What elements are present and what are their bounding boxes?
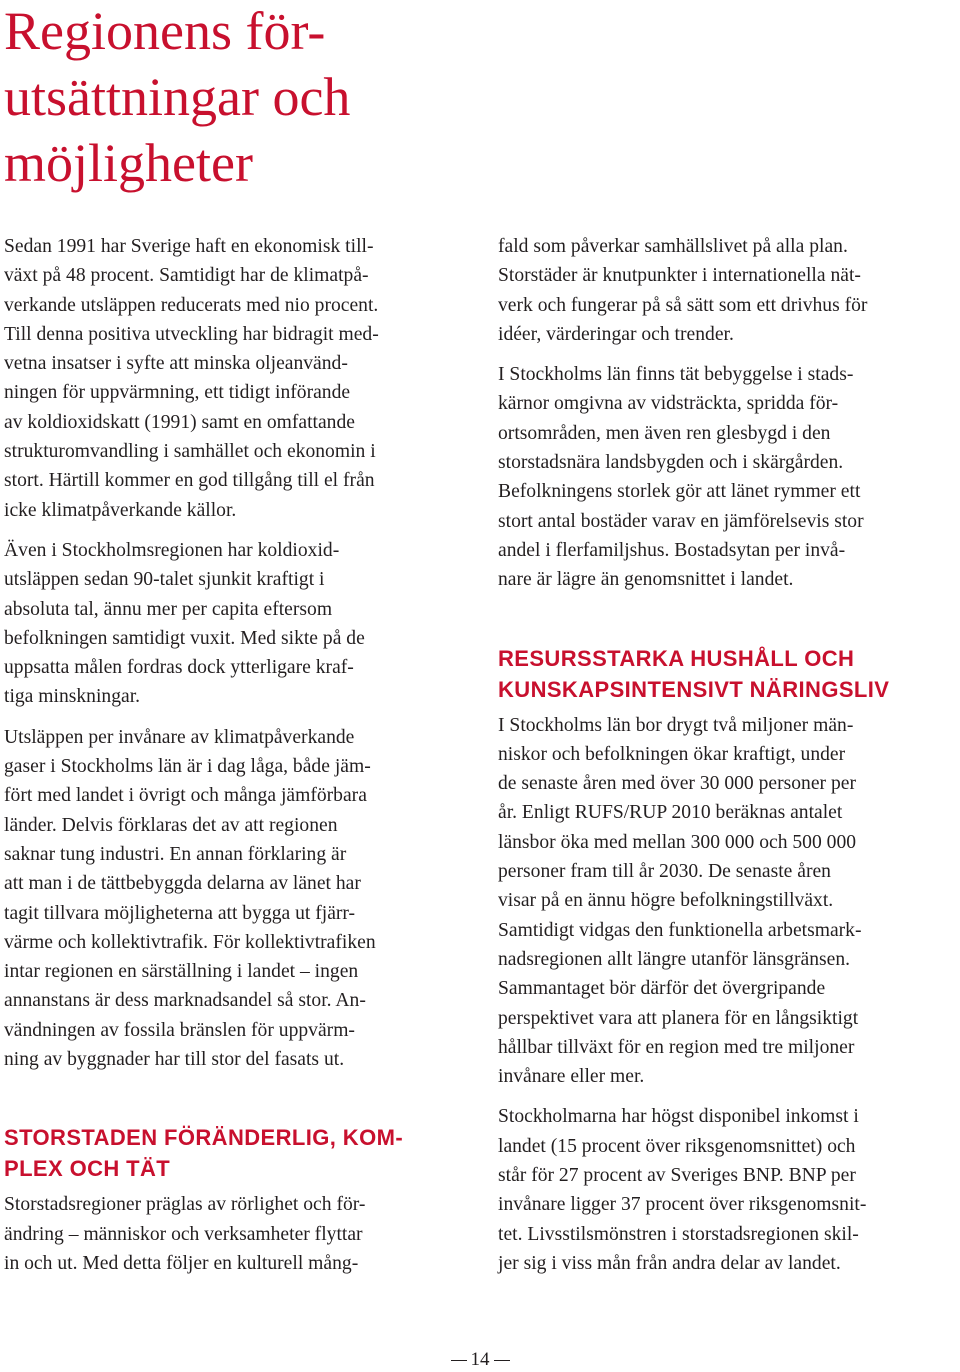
text-line: ortsområden, men även ren glesbygd i den [498,422,831,444]
text-line: Sammantaget bör därför det övergripande [498,978,826,1000]
text-line: utsläppen sedan 90-talet sjunkit kraftigt i [4,569,325,591]
text-line: Befolkningens storlek gör att länet rymmer ett [498,481,861,503]
page-number [430,1348,530,1372]
text-line: Till denna positiva utveckling har bidragit med- [4,323,379,345]
text-line: Utsläppen per invånare av klimatpåverkande [4,726,355,748]
text-line: vändningen av fossila bränslen för uppvärm- [4,1019,355,1041]
text-line: personer fram till år 2030. De senaste åren [498,861,831,883]
text-line: storstadsnära landsbygden och i skärgården. [498,452,844,474]
text-line: värme och kollektivtrafik. För kollektivtrafiken [4,931,376,953]
text-line: stort antal bostäder varav en jämförelsevis stor [498,510,864,532]
paragraph-growth [4,232,462,525]
text-line: in och ut. Med detta följer en kulturell mång- [4,1252,359,1274]
text-line: intar regionen en särställning i landet – ingen [4,961,359,983]
text-line: att man i de tättbebyggda delarna av länet har [4,873,361,895]
text-line: absoluta tal, ännu mer per capita eftersom [4,598,333,620]
section-heading-storstaden [4,1122,462,1184]
text-line: år. Enligt RUFS/RUP 2010 beräknas antalet [498,802,843,824]
page-number-value: 14 [470,1349,490,1370]
paragraph-stockholm-emissions [4,536,462,712]
paragraph-settlement [498,360,956,594]
paragraph-income [498,1102,956,1278]
text-line: länsbor öka med mellan 300 000 och 500 000 [498,831,857,853]
title-line: utsättningar och [4,67,351,127]
text-line: uppsatta målen fordras dock ytterligare kraf- [4,657,354,679]
paragraph-population [498,711,956,1092]
text-line: verk och fungerar på så sätt som ett drivhus för [498,294,868,316]
text-line: Stockholmarna har högst disponibel inkomst i [498,1106,859,1128]
text-line: landet (15 procent över riksgenomsnittet) och [498,1135,856,1157]
text-line: nadsregionen allt längre utanför länsgränsen. [498,948,851,970]
page-title [4,0,464,196]
text-line: Samtidigt vidgas den funktionella arbetsmark- [498,919,862,941]
title-line: möjligheter [4,133,253,193]
text-line: strukturomvandling i samhället och ekonomin i [4,441,376,463]
heading-line: KUNSKAPSINTENSIVT NÄRINGSLIV [498,676,890,702]
text-line: nare är lägre än genomsnittet i landet. [498,569,794,591]
text-line: fald som påverkar samhällslivet på alla plan. [498,236,848,257]
heading-line: STORSTADEN FÖRÄNDERLIG, KOM- [4,1125,404,1151]
left-column [4,232,462,1278]
text-line: växt på 48 procent. Samtidigt har de klimatpå- [4,265,369,287]
text-line: tagit tillvara möjligheterna att bygga ut fjärr- [4,902,356,924]
heading-line: RESURSSTARKA HUSHÅLL OCH [498,645,855,671]
text-line: idéer, värderingar och trender. [498,323,734,345]
paragraph-cultural-diversity [498,232,956,349]
text-line: av koldioxidskatt (1991) samt en omfattande [4,411,355,433]
text-line: niskor och befolkningen ökar kraftigt, under [498,743,846,765]
text-line: Storstäder är knutpunkter i internationella nät- [498,265,861,287]
text-line: Storstadsregioner präglas av rörlighet och för- [4,1194,366,1216]
section-heading-resursstarka [498,643,956,705]
text-line: kärnor omgivna av vidsträckta, spridda för- [498,393,839,415]
text-line: de senaste åren med över 30 000 personer per [498,773,856,795]
text-line: invånare eller mer. [498,1066,645,1088]
text-line: andel i flerfamiljshus. Bostadsytan per invå- [498,539,846,561]
text-line: Sedan 1991 har Sverige haft en ekonomisk till- [4,236,374,257]
text-line: tiga minskningar. [4,686,141,708]
text-line: ning av byggnader har till stor del fasats ut. [4,1049,345,1071]
text-line: vetna insatser i syfte att minska oljeanvänd- [4,353,348,375]
text-line: I Stockholms län bor drygt två miljoner män- [498,714,854,736]
text-line: icke klimatpåverkande källor. [4,499,237,521]
text-line: visar på en ännu högre befolkningstillväxt. [498,890,834,912]
page-number-dash-left [451,1360,467,1361]
right-column [498,232,956,1278]
text-line: gaser i Stockholms län är i dag låga, både jäm- [4,756,371,778]
text-line: Även i Stockholmsregionen har koldioxid- [4,539,340,561]
heading-line: PLEX OCH TÄT [4,1156,171,1182]
title-line: Regionens för- [4,1,326,61]
text-line: länder. Delvis förklaras det av att regionen [4,814,338,836]
text-line: I Stockholms län finns tät bebyggelse i stads- [498,364,854,386]
text-line: fört med landet i övrigt och många jämförbara [4,785,367,807]
text-line: befolkningen samtidigt vuxit. Med sikte på de [4,627,365,649]
text-line: stort. Härtill kommer en god tillgång till el från [4,470,375,492]
text-line: perspektivet vara att planera för en långsiktigt [498,1007,859,1029]
paragraph-per-capita [4,723,462,1075]
text-line: invånare ligger 37 procent över riksgenomsnit- [498,1194,867,1216]
text-line: verkande utsläppen reducerats med nio procent. [4,294,379,316]
text-line: ningen för uppvärmning, ett tidigt införande [4,382,351,404]
text-line: ändring – människor och verksamheter flyttar [4,1223,363,1245]
text-line: saknar tung industri. En annan förklaring är [4,843,347,865]
page-number-dash-right [494,1360,510,1361]
paragraph-storstadsregioner [4,1190,462,1278]
text-line: tet. Livsstilsmönstren i storstadsregionen skil- [498,1223,859,1245]
text-line: annanstans är dess marknadsandel så stor. An- [4,990,366,1012]
text-line: jer sig i viss mån från andra delar av landet. [498,1252,841,1274]
text-line: står för 27 procent av Sveriges BNP. BNP per [498,1165,856,1187]
text-line: hållbar tillväxt för en region med tre miljoner [498,1036,855,1058]
